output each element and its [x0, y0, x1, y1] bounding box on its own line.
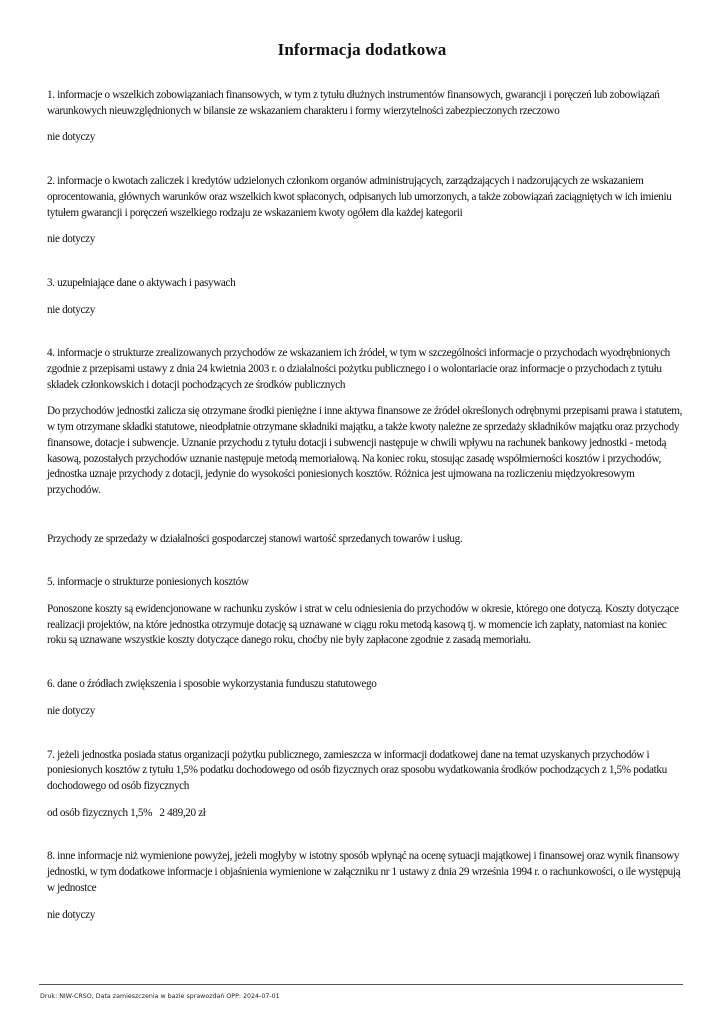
section-8 [47, 849, 683, 923]
section-2 [47, 174, 683, 248]
section-heading: 2. informacje o kwotach zaliczek i kredytów udzielonych członkom organów administrujących, zarządzających i nadzorujących ze wskazaniem oprocentowania, głównych warunków oraz wszelkich kwot spłaconych, odpisanych lub umorzonych, a także zobowiązań zaciągniętych w ich imieniu tytułem gwarancji i poręczeń wszelkiego rodzaju ze wskazaniem kwoty ogółem dla każdej kategorii [47, 175, 672, 219]
section-heading: 8. inne informacje niż wymienione powyżej, jeżeli mogłyby w istotny sposób wpłynąć na ocenę sytuacji majątkowej i finansowej oraz wynik finansowy jednostki, w tym dodatkowe informacje i objaśnienia wymienione w załączniku nr 1 ustawy z dnia 29 września 1994 r. o rachunkowości, o ile występują w jednostce [47, 850, 681, 894]
section-value: nie dotyczy [47, 233, 96, 246]
section-3 [47, 276, 683, 318]
section-heading: 4. informacje o strukturze zrealizowanych przychodów ze wskazaniem ich źródeł, w tym w szczególności informacje o przychodach wyodrębnionych zgodnie z przepisami ustawy z dnia 24 kwietnia 2003 r. o działalności pożytku publicznego i o wolontariacie oraz informacje o przychodach z tytułu składek członkowskich i dotacji pochodzących ze środków publicznych [47, 347, 670, 391]
section-heading: 3. uzupełniające dane o aktywach i pasywach [47, 276, 236, 289]
section-5 [47, 575, 683, 649]
section-value: nie dotyczy [47, 908, 96, 921]
section-1 [47, 88, 683, 146]
section-4 [47, 346, 683, 547]
section-heading: 5. informacje o strukturze poniesionych kosztów [47, 576, 249, 589]
section-heading: 6. dane o źródłach zwiększenia i sposobie wykorzystania funduszu statutowego [47, 678, 377, 691]
section-value: nie dotyczy [47, 303, 96, 316]
section-heading: 7. jeżeli jednostka posiada status organizacji pożytku publicznego, zamieszcza w informacji dodatkowej dane na temat uzyskanych przychodów i poniesionych kosztów z tytułu 1,5% podatku dochodowego od osób fizycznych oraz sposobu wydatkowania środków pochodzących z 1,5% podatku dochodowego od osób fizycznych [47, 748, 667, 792]
amount-value: 2 489,20 zł [159, 806, 206, 819]
section-heading: 1. informacje o wszelkich zobowiązaniach finansowych, w tym z tytułu dłużnych instrumentów finansowych, gwarancji i poręczeń lub zobowiązań warunkowych nieuwzględnionych w bilansie ze wskazaniem charakteru i formy wierzytelności zabezpieczonych rzeczowo [47, 89, 660, 117]
section-6 [47, 677, 683, 719]
spacer [47, 510, 683, 532]
page-title: Informacja dodatkowa [277, 40, 447, 59]
section-paragraph: Ponoszone koszty są ewidencjonowane w rachunku zysków i strat w celu odniesienia do przychodów w okresie, którego one dotyczą. Koszty dotyczące realizacji projektów, na które jednostka otrzymuje dotację są uznawane w ciągu roku metodą kasową tj. w momencie ich zapłaty, natomiast na koniec roku są uznawane wszystkie koszty dotyczące danego roku, choćby nie były zapłacone zgodnie z zasadą memoriału. [47, 603, 679, 647]
section-value: nie dotyczy [47, 131, 96, 144]
amount-row [47, 806, 683, 822]
amount-label: od osób fizycznych 1,5% [47, 806, 153, 819]
section-value: nie dotyczy [47, 704, 96, 717]
section-paragraph: Przychody ze sprzedaży w działalności gospodarczej stanowi wartość sprzedanych towarów i usług. [47, 532, 463, 545]
footer-divider [39, 984, 683, 985]
section-7 [47, 748, 683, 822]
page-footer: Druk: NIW-CRSO, Data zamieszczenia w bazie sprawozdań OPP: 2024-07-01 [40, 993, 280, 1000]
document-content [47, 88, 683, 951]
section-paragraph: Do przychodów jednostki zalicza się otrzymane środki pieniężne i inne aktywa finansowe ze źródeł określonych odrębnymi przepisami prawa i statutem, w tym otrzymane składki statutowe, nieodpłatnie otrzymane składniki majątku, a także kwoty należne ze sprzedaży składników majątku oraz przychody finansowe, dotacje i subwencje. Uznanie przychodu z tytułu dotacji i subwencji następuje w chwili wpływu na rachunek bankowy jednostki - metodą kasową, pozostałych przychodów uznanie następuje metodą memoriałową. Na koniec roku, stosując zasadę współmierności kosztów i przychodów, jednostka uznaje przychody z dotacji, jedynie do wysokości poniesionych kosztów. Różnica jest ujmowana na rozliczeniu międzyokresowym przychodów. [47, 405, 683, 496]
